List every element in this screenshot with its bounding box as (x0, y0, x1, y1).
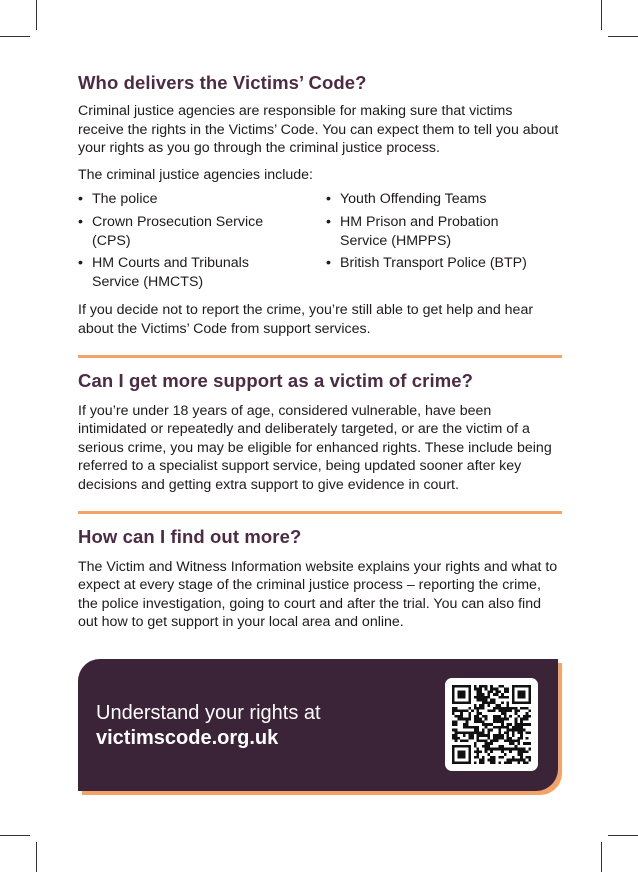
section-heading: Who delivers the Victims’ Code? (78, 72, 367, 93)
crop-mark (0, 835, 30, 836)
section-who-delivers (78, 72, 562, 339)
banner-text (96, 701, 321, 751)
list-item: • HM Prison and Probation Service (HMPPS) (326, 213, 520, 250)
crop-mark (601, 0, 602, 30)
crop-mark (0, 36, 30, 37)
list-item: • British Transport Police (BTP) (326, 254, 527, 273)
section-divider (78, 511, 562, 514)
qr-code-icon[interactable] (445, 678, 538, 771)
main-content (78, 72, 562, 632)
section-body: The Victim and Witness Information website explains your rights and what to expect at every stage of the criminal justice process – reporting the crime, the police investigation, going to court and after the trial. You can also find out how to get support in your local area and online. (78, 558, 558, 631)
list-item: • HM Courts and Tribunals Service (HMCTS) (78, 254, 272, 291)
agency-list-left (78, 190, 326, 295)
agency-list-right (326, 190, 527, 295)
list-item: • Crown Prosecution Service (CPS) (78, 213, 272, 250)
crop-mark (608, 36, 638, 37)
section-heading: Can I get more support as a victim of crime? (78, 369, 474, 391)
banner-lead: Understand your rights at (96, 702, 321, 724)
section-heading: How can I find out more? (78, 525, 302, 547)
crop-mark (608, 835, 638, 836)
crop-mark (36, 0, 37, 30)
list-item: • Youth Offending Teams (326, 190, 527, 209)
agency-lists (78, 190, 562, 295)
section-more-support (78, 370, 562, 495)
rights-banner (78, 659, 558, 791)
list-item: • The police (78, 190, 326, 209)
section-intro: Criminal justice agencies are responsible for making sure that victims receive the rights in the Victims’ Code. You can expect them to tell you about your rights as you go through the criminal justice process. (78, 103, 559, 157)
crop-mark (601, 842, 602, 872)
section-divider (78, 355, 562, 358)
section-body: If you’re under 18 years of age, considered vulnerable, have been intimidated or repeatedly and deliberately targeted, or are the victim of a serious crime, you may be eligible for enhanced rights. These include being referred to a specialist support service, being updated sooner after key decisions and getting extra support to give evidence in court. (78, 402, 552, 493)
list-intro: The criminal justice agencies include: (78, 166, 313, 183)
section-find-out-more (78, 526, 562, 632)
section-outro: If you decide not to report the crime, you’re still able to get help and hear about the Victims’ Code from support services. (78, 302, 534, 337)
crop-mark (36, 842, 37, 872)
banner-url-link[interactable]: victimscode.org.uk (96, 727, 279, 749)
